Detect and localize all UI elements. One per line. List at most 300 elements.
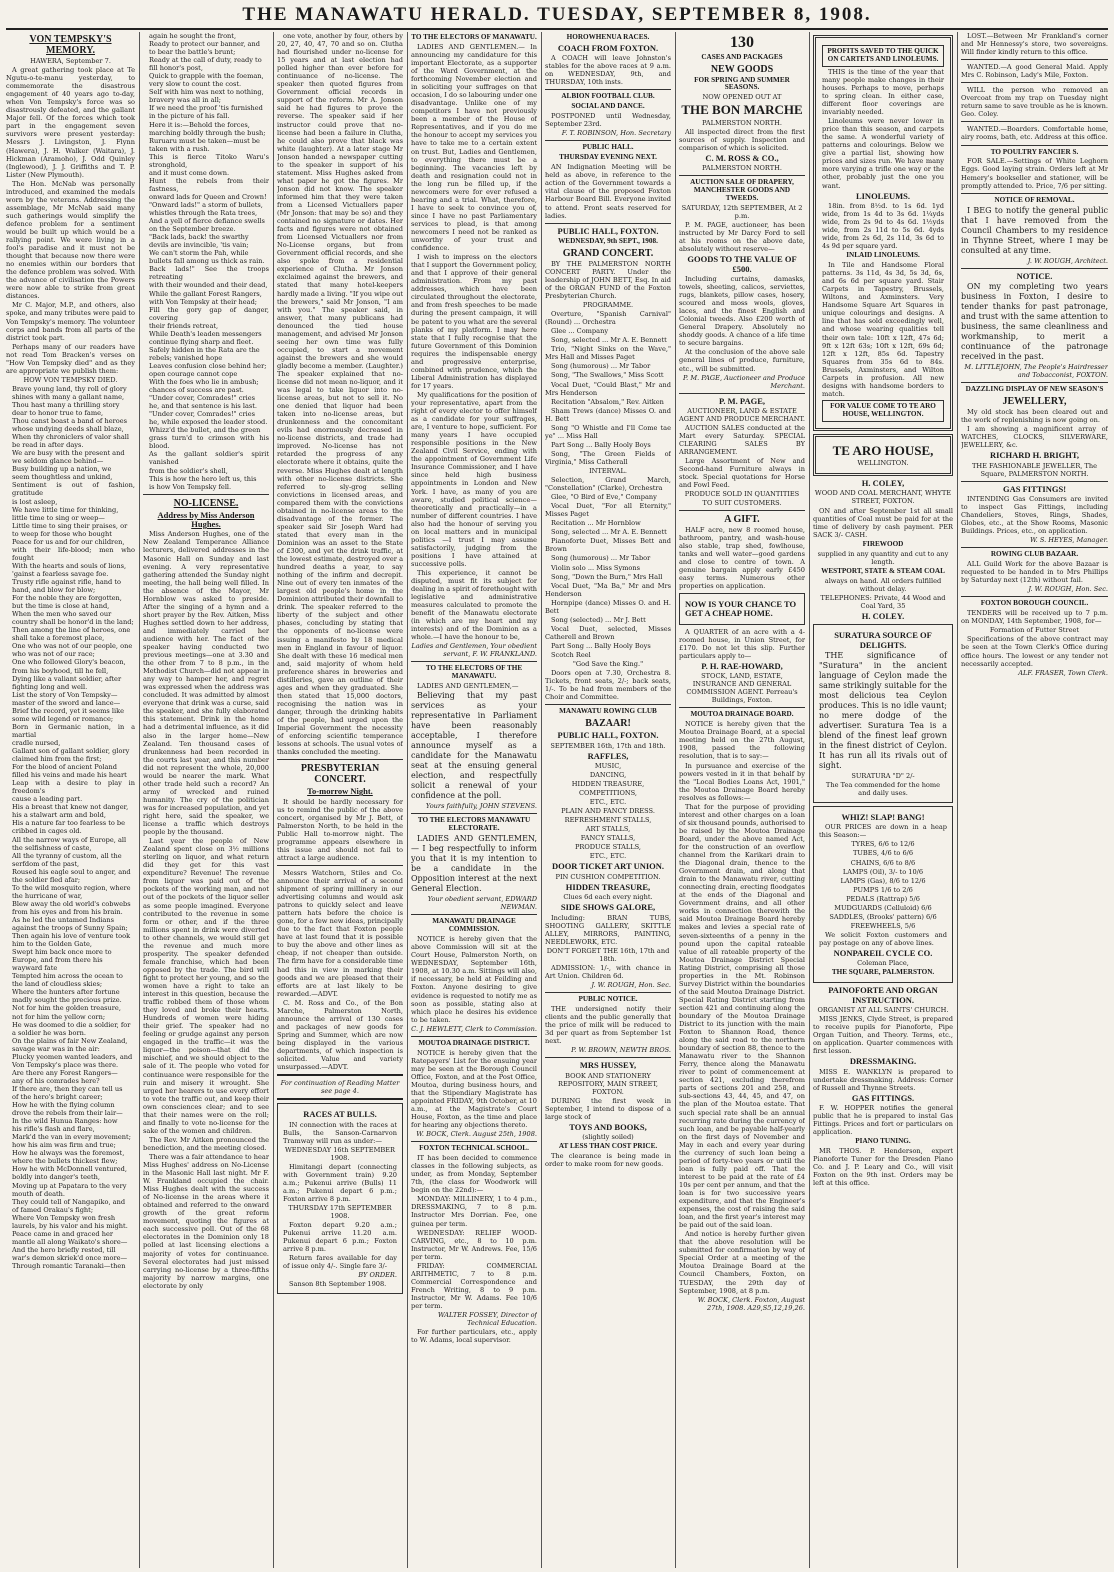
poem-line: One who was not of our people, one [12,642,133,651]
poem-line: country shall be honor'd in the land; [12,618,134,627]
price-item: LAMPS (Gas), 8/6 to 12/6 [840,876,926,885]
signature: WALTER FOSSEY, Director of Technical Education. [437,1311,537,1328]
programme-item: Song "O Whistle and I'll Come tae ye" ... Miss Hall [545,423,671,440]
poem-line: serfdom of the past, [12,859,80,868]
paragraph: PIN CUSHION COMPETITION. [555,872,661,881]
signature: Your obedient servant, EDWARD NEWMAN. [427,895,537,912]
poem-line: from his eyes and from his brain. [12,907,123,916]
paragraph: Specifications of the above contract may be seen at the Town Clerk's Office during office hours. The lowest or any tender not necessarily accepted. [961,635,1108,668]
programme-interval: INTERVAL. [589,467,627,475]
notice-headline: MANAWATU DRAINAGE COMMISSION. [432,917,516,934]
poem-line: boldly into danger's teeth, [12,1173,100,1182]
poem-line: cribbed in cages old. [12,827,82,836]
poem-line: If there are, then they can tell us [12,1084,123,1093]
price-item: MUDGUARDS (Celluloid) 6/6 [834,903,932,912]
ad-headline: 130 [730,34,754,51]
price-item: TYRES, 6/6 to 12/6 [851,840,915,849]
poem-line: "Onward lads!" a storm of bullets, [149,200,263,209]
paragraph: always on hand. All orders fulfilled without delay. [824,576,942,593]
poem-line: We are busy with the present and [12,449,125,458]
ad-headline: ALBION FOOTBALL CLUB. [561,92,655,101]
poem-line: cause a leading part. [12,795,83,804]
paragraph: Mr C. Major, M.P., and others, also spoke, and many tributes were paid to Von Tempsky's memory. The volunteer corps and bands from all parts of the district took part. [6,301,135,342]
poem-line: How he with McDonnell ventured, [12,1165,128,1174]
poem-line: cradle nursed, [12,738,61,747]
programme-item: Sham Trews (dance) Misses O. and H. Bett [545,406,671,423]
paragraph: BOOK AND STATIONERY REPOSITORY, MAIN STREET, FOXTON. [557,1071,658,1096]
paragraph: And notice is hereby further given that the above resolution will be submitted for confirmation by way of Special Order at a meeting of the Moutoa Drainage Board at the Council Chambers, Foxton, on TUESDAY, the 29th day of September, 1908, at 8 p.m. [679,1230,805,1295]
programme-item: Vocal Duet, selected, Misses Catherell and Brown [545,624,671,641]
paragraph: SURATURA "D" 2/- [851,771,915,780]
programme-item: Pianoforte Duet, Misses Bett and Brown [545,537,671,554]
ad-headline: TE ARO HOUSE, [832,442,934,458]
poem-line: very slow to count the cost. [149,80,242,89]
divider [277,1098,403,1100]
classified-ad: FOR SALE.—Settings of White Leghorn Eggs. Good laying strain. Orders left at Mr Hemery's bookseller and stationer, will be promptly attended to. Price, 7/6 per sitting. [961,157,1108,190]
poem-line: laurels, by his valor and his might. [12,1221,128,1230]
ad-headline: RICHARD H. BRIGHT, [989,450,1080,461]
divider [961,82,1108,83]
divider [961,59,1108,60]
paragraph: The Rev. Mr Aitken pronounced the benediction, and the meeting closed. [143,1135,269,1152]
poem-line: "Under cover, Comrades!" cries [149,410,255,419]
poem-line: And the hero briefly rested, till [12,1245,116,1254]
paragraph: NOTICE is hereby given that the Moutoa Drainage Board, at a special meeting held on the 27th August, 1908, passed the following resolution, that is to say:— [679,720,805,761]
ad-headline: A GIFT. [724,513,760,525]
ad-headline: PUBLIC NOTICE. [578,994,638,1003]
poem-line: Thou canst boast a band of heroes [12,417,128,426]
paragraph: PALMERSTON NORTH. [702,164,782,173]
poem-line: he, while exposed the leader stood. [149,418,268,427]
paragraph: HALF acre, new 8 roomed house, bathroom, pantry, and wash-house also stable, trap shed, fowlhouse, tanks and well water—good gardens and close to centre of town. A genuine bargain apply early £450 easy terms. Numerous other properties on application. [679,525,805,590]
poem-line: We can't storm the Pah, while [149,249,249,258]
poem-line: Leaves confusion close behind her; [149,361,267,370]
divider [961,193,1108,194]
poem-line: Little time to sing their praises, or [12,521,128,530]
divider [545,992,671,993]
poem-line: Not for him the golden treasure, [12,1004,121,1013]
poem-line: Ready at the call of duty, ready to [149,56,262,65]
ad-headline: PUBLIC HALL, FOXTON. [557,225,659,236]
paragraph: C. M. Ross and Co., of the Bon Marche, Palmerston North, announce the arrival of 130 cases and packages of new goods for Spring and Summer, which are now being displayed in the various departments, of which inspection is solicited. Value and variety unsurpassed.—ADVT. [277,998,403,1072]
ad-headline: NOTICE. [1016,270,1053,281]
paragraph: Sanson 8th September 1908. [289,1280,387,1289]
poem-line: Back lads!" See the troops retreating [149,265,269,282]
paragraph: MISS JENKS, Clyde Street, is prepared to receive pupils for Pianoforte, Pipe Organ Tuition, and Theory. Terms, etc., on application. Quarter commences with first lesson. [813,1015,953,1056]
paragraph: AUCTION SALES conducted at the Mart every Saturday. SPECIAL CLEARING SALES BY ARRANGEMENT. [679,424,805,457]
paragraph: STOCK, LAND, ESTATE, INSURANCE AND GENERAL COMMISSION AGENT. Perreau's Buildings, Foxton. [686,672,798,705]
poem-line: grass turn'd to crimson with his blood. [149,434,269,451]
paragraph: The Tea commended for the home and daily uses. [825,780,941,797]
divider [545,704,671,705]
paragraph: I BEG to notify the general public that I have removed from the Council Chambers to my residence in Thynne Street, where I may be consulted at any time. [961,205,1108,255]
divider [961,121,1108,122]
paragraph: LADIES AND GENTLEMEN,— I beg respectfully to inform you that it is my intention to be a candidate in the Opposition interest at the next General Election. [411,834,537,894]
paragraph: F. W. HOPPER notifies the general public that he is prepared to instal Gas Fittings. Prices and fort or particulars on application. [813,1104,953,1137]
paragraph: DURING the first week in September, I intend to dispose of a large stock of [545,1096,671,1121]
paragraph: Coleman Place, [857,959,909,968]
paragraph: P. M. PAGE, auctioneer, has been instructed by Mr Darcy Ford to sell at his rooms on the above date, absolutely without reserve— [679,221,805,254]
poem-line: to weep for those who bought [12,529,112,538]
ad-headline: NONPAREIL CYCLE CO. [833,948,933,958]
programme-list [545,310,671,466]
classified-ad: WILL the person who removed an Overcoat from my trap on Tuesday night return same to save trouble as he is known. Geo. Coley. [961,86,1108,119]
poem-line: Ruruaru must be taken—must be [149,136,260,145]
poem-line: whose undying deeds shall blaze, [12,425,124,434]
paragraph: BY THE PALMERSTON NORTH CONCERT PARTY. Under the leadership of JOHN BETT, Esq. In aid of the ORGAN FUND of the Foxton Presbyterian Church. [545,259,671,301]
ad-headline: INLAID LINOLEUMS. [846,251,920,260]
poem-line: against the troops of Sunny Spain; [12,924,128,933]
poem-line: His a nature far too fearless to be [12,819,126,828]
paragraph: NOTICE is hereby given that the above Commission will sit at the Court House, Palmerston North, on WEDNESDAY, September 16th, 1908, at 10.30 a.m. Sittings will also, if necessary, be held at Feilding and Foxton. Anyone desiring to give evidence is requested to notify me as soon as possible, stating also at which place he desires his evidence to be taken. [411,935,537,1024]
poem-line: continue flying sharp and fleet. [149,337,254,346]
paragraph: LADIES AND GENTLEMEN,— [417,682,519,691]
stall-list [545,816,671,860]
paragraph: DON'T FORGET THE 16th, 17th and 18th. [546,946,670,963]
poem-line: All the narrow ways of Europe, all [12,835,127,844]
poem-line: List the story of Von Tempsky— [12,690,118,699]
poem-line: Leap with a desire to play in freedom's [12,779,135,796]
poem-line: Where the hunters after fortune [12,988,120,997]
poem-line: Hunt the rebels from their fastness, [149,176,269,193]
signature: J. W. ROUGH, Hon. Sec. [591,980,671,989]
poem-line: of the hero's bright career; [12,1093,103,1101]
paragraph: WOOD AND COAL MERCHANT, WHYTE STREET, FOXTON. [814,489,952,506]
poem-line: on the September breeze. [149,225,236,234]
list-item: FANCY STALLS, [580,834,636,843]
list-item: ART STALLS, [585,825,631,834]
programme-item: Song, "The Green Fields of Virginia," Miss Catherall [545,449,671,466]
paragraph: Foxton depart 9.20 a.m.; Pukenui arrive 11.20 a.m. Pukenui depart 6 p.m.; Foxton arrive 8 p.m. [283,1221,397,1254]
poem-line: Busy building up a nation, we [12,465,112,474]
notice-headline: TO THE ELECTORS MANAWATU ELECTORATE. [417,816,531,833]
poem-line: Self with him was next to nothing, [149,88,264,97]
programme-item: Vocal Duet, "Could Blast," Mr and Mrs Henderson [545,380,671,397]
poem-line: His a breast that knew not danger, [12,803,129,812]
paragraph: My old stock has been cleared out and the work of replenishing is now going on. [961,407,1108,424]
poem-line: With the foes who lie in ambush; [149,378,259,387]
ad-headline: H. COLEY. [861,610,905,621]
poem-line: Ready to protect our banner, and [149,40,260,49]
poem-line: 'gainst a fearless savage foe. [12,569,109,578]
ad-headline: NEW GOODS [710,63,774,75]
paragraph: 18in. from 8½d. to 1s 6d. 1yd wide, from 1s 4d to 3s 6d. 1¼yds wide, from 2s 9d to 4s 6d. 1½yds wide, from 2s 11d to 5s 6d. 4yds wide, from 2s 6d, 2s 11d, 3s 6d to 4s 9d per square yard. [822,201,944,251]
poem-line: some wild legend or romance; [12,714,114,723]
paragraph: LADIES AND GENTLEMEN.— In announcing my candidature for this important Electorate, as a supporter of the Ward Government, at the forthcoming November election and in soliciting your suffrages on that occasion, I do so labouring under one disadvantage. Unlike one of my competitors I have not previously been a member of the House of Representatives, and if you do me the honour to accept my services you have to take me to a certain extent on trust. But, Ladies and Gentlemen, to everything there must be a beginning. The vacancies left by death and resignation could not in the long run be filled up, if the newcomers were for ever refused a hearing and a trial. What, therefore, I have to seek to convince you of, since I have no past Parliamentary services to plead, is that among newcomers I need not be ranked as unworthy of your trust and confidence. [411,42,537,253]
poem-line: is lost asleep, [12,497,58,506]
paragraph: Miss Anderson Hughes, one of the New Zealand Temperance Alliance lecturers, delivered addresses in the Masonic Hall on Sunday and last evening. A very representative gathering attended the Sunday night meeting, the hall being well filled. In the absence of the Mayor, Mr Hornblow was asked to preside. After the singing of a hymn and a short prayer by the Rev. Aitken, Miss Hughes settled down to her address, and immediately carried her audience with her. The fact of the speaker having conducted two previous meetings—one at 3.30 and the other from 7 to 8 p.m., in the Methodist Church—did not appear in any way to hamper her, and regret was expressed when the address was concluded. It was admitted by almost everyone that drink was a curse, said the speaker, and she fully elaborated this statement. Drink in the home had a detrimental influence, as it did also in the larger home—New Zealand. Ten thousand cases of drunkenness had been recorded in the courts last year, and this number did not represent the whole, 20,000 would be nearer the mark. What other trade held such a record? An army of wrecked and ruined humanity. The cry of the politician was for increased population, and yet right here, said the speaker, we license a traffic which destroys people by the thousand. [143,530,269,837]
poem-line: Whizz'd the bullet, and the green [149,426,261,435]
ad-headline: LINOLEUMS. [855,190,911,201]
signature: W. S. HEYES, Manager. [1030,536,1108,545]
paragraph: POSTPONED until Wednesday, September 23rd. [545,112,671,129]
ad-headline: WESTPORT, STATE & STEAM COAL [821,566,945,575]
paragraph: INTENDING Gas Consumers are invited to inspect Gas Fittings, including Chandeliers, Stoves, Rings, Shades, Globes, etc., at the Show Rooms, Masonic Buildings. Prices, etc., on application. [961,494,1108,536]
paragraph: MISS E. WANKLYN is prepared to undertake dressmaking. Address: Corner of Russell and Thynne Streets. [813,1067,953,1092]
poem-line: marching boldly through the bush; [149,128,266,137]
ad-headline: SOCIAL AND DANCE. [571,102,645,111]
paragraph: IN connection with the races at Bulls, the Sanson-Carnarvon Tramway will run as under:— [283,1120,397,1145]
poem-line: This is fierce Titoko Waru's stronghold, [149,152,269,169]
ad-headline: FOXTON BOROUGH COUNCIL. [980,599,1089,608]
paragraph: A QUARTER of an acre with a 4-roomed house, in Union Street, for £170. Do not let this slip. Further particulars apply to— [679,627,805,660]
poem-line: Swept him back once more to [12,948,112,957]
paragraph: NOTICE is hereby given that the Ratepayers' List for the ensuing year may be seen at the Borough Council Office, Foxton, and at the Post Office, Moutoa, during business hours, and that the Stipendiary Magistrate has appointed FRIDAY, 9th October, at 10 a.m., at the Magistrate's Court House, Foxton, as the time and place for hearing any objections thereto. [411,1048,537,1130]
notice-headline: TO THE ELECTORS OF THE MANAWATU. [425,664,523,681]
ad-headline: WHIZ! SLAP! BANG! [841,812,925,822]
divider [545,140,671,141]
programme-list [545,476,671,659]
poem-line: hand, and blow for blow; [12,586,96,595]
signature: BY ORDER. [358,1271,397,1280]
paragraph: MR THOS. P. Henderson, expert Pianoforte Tuner for the Dresden Piano Co. and J. P. Leary and Co., will visit Foxton on the 9th inst. Orders may be left at this office. [813,1147,953,1188]
programme-item: Glee ... Company [551,327,609,336]
poem-line: On the plains of fair New Zealand, [12,1036,128,1045]
schedule-heading: WEDNESDAY 16th SEPTEMBER 1908. [285,1145,395,1162]
classified-ad: WANTED.—A good General Maid. Apply Mrs C. Robinson, Lady's Mile, Foxton. [961,63,1108,80]
paragraph: This experience, it cannot be disputed, must fit its subject for dealing in a spirit of forethought with legislative and administrative measures calculated to promote the benefit of the Manawatu electorate (in which are my heart and my interests) and of the Dominion as a whole.—I have the honour to be, [411,568,537,642]
signature: W. BOCK, Clerk. Foxton, August 27th, 1908. A29,S5,12,19,26. [697,1295,805,1312]
ad-headline: TO POULTRY FANCIER S. [990,147,1079,156]
ad-headline: MOUTOA DRAINAGE BOARD. [690,710,794,719]
article-headline: VON TEMPSKY'S MEMORY. [29,34,112,56]
poem-line: him to the Golden Gate, [12,940,92,949]
ad-headline: TOYS AND BOOKS, [569,1121,647,1132]
ad-headline: ROWING CLUB BAZAAR. [990,550,1079,559]
poem-line: claimed him from the first; [12,755,102,764]
paragraph: Himitangi depart (connecting with Government train) 9.20 a.m.; Pukenui arrive (Bulls) 11 a.m.; Pukenui depart 6 p.m.; Foxton arrive 8 p.m. [283,1162,397,1203]
poem-line: How he with the flying column [12,1101,115,1110]
poem-line: from the soldier's shell, [149,466,228,475]
ad-headline: AT LESS THAN COST PRICE. [558,1142,658,1151]
signature: P. W. BROWN, NEWTH BROS. [571,1046,671,1055]
ad-headline: MRS HUSSEY, [579,1060,637,1071]
continuation-note: For continuation of Reading Matter see page 4. [280,1079,400,1096]
divider [679,707,805,708]
paragraph: Linoleums were never lower in price than this season, and carpets the same. A wonderful variety of patterns and colourings. Below we give a partial list, showing how prices and sizes run. We have many more varying a trifle one way or the other, probably just the one you want. [822,117,944,190]
poem-line: We have little time for thinking, [12,505,119,514]
notice-headline: MOUTOA DRAINAGE DISTRICT. [418,1038,530,1047]
divider [961,547,1108,548]
poem-line: Brief the record, yet it seems like [12,706,124,715]
paragraph: That for the purpose of providing interest and other charges on a loan of six thousand pounds, authorised to be raised by the Moutoa Drainage Board, under the above named Act, for the construction of an overflow channel from the Karikari drain to the Diagonal drain, thence to the Government drain, and along that drain to the Manawatu river, cutting connecting drain, erecting floodgates at the ends of the Diagonal and Government drains, and all other works in connection therewith the said Moutoa Drainage Board hereby makes and levies a special rate of seven-sixteenths of a penny in the pound upon the capital rateable value of all rateable property of the Moutoa Drainage District Special Rating District, comprising all those properties in the Mt. Robinson Survey District within the boundaries of the said Moutoa Drainage District. Special Rating District starting from section 421 and continuing along the boundary of the Moutoa Drainage District to its junction with the main Foxton to Shannon Road, thence along the said road to the northern boundary of section 88, thence to the Manawatu river to the Shannon Ferry, thence along the Manawatu river to point of commencement at section 421, excluding therefrom parts of sections 201 and 258, and sub-sections 43, 44, 45, and 47, on the plan of the Moutoa estate. That such special rate shall be an annual recurring rate during the currency of such loan, and be payable half-yearly on the first days of November and May in each and every year during the currency of such loan being a period of forty-two years or until the loan is fully paid off. That the interest to be paid at the rate of £4 10s per cent per annum, and that the loan is for two successive years expenditure, and that the Engineer's expenses, the cost of raising the said loan, and the first year's interest may be paid out of the said loan. [679,802,805,1230]
column-rule [139,32,140,1568]
divider [411,813,537,814]
poem-line: Peace came in and graced her [12,1229,114,1238]
ad-headline: FOR SPRING AND SUMMER SEASONS. [694,75,790,92]
signature: W. BOCK, Clerk. August 25th, 1908. [416,1130,537,1139]
divider [545,223,671,224]
poem [6,385,135,1270]
paragraph: I wish to impress on the electors that I support the Government policy, and that I approve of their general administration. From my past addresses, which have been circulated throughout the electorate, and from fresh speeches to be made during the present campaign, it will be patent to you what are the several planks of my platform. I may here state that I fully recognise that the future Government of this Dominion requires the indispensable energy and progressive enterprise, combined with prudence, which the Liberal Administration has displayed for 17 years. [411,253,537,390]
poem-line: Gallant son of gallant soldier, glory [12,746,130,755]
divider [277,759,403,760]
poem-line: in the picture of his fall. [149,112,230,121]
divider [545,1057,671,1058]
schedule-heading: THURSDAY 17th SEPTEMBER 1908. [288,1204,392,1221]
signature: M. LITTLEJOHN, The People's Hairdresser and Tobacconist, FOXTON. [964,362,1108,379]
poem-line: his rifle's flash and flare, [12,1125,95,1134]
ad-headline: PUBLIC HALL, FOXTON. [557,730,659,741]
advert-box-suratura [813,624,953,803]
ad-headline: DOOR TICKET ART UNION. [551,861,665,872]
poem-line: When thy chroniclers of valor shall [12,433,130,442]
ad-headline: PUBLIC HALL. [582,143,634,152]
poem-line: but the time is close at hand, [12,602,110,611]
paragraph: supplied in any quantity and cut to any length. [817,549,949,566]
programme-item: Song, "Down the Burn," Mrs Hall [551,572,663,581]
poem-line: Born in Germanic nation, in a martial [12,722,135,739]
poem-line: madly sought the precious prize. [12,996,122,1005]
price-item: SADDLES, (Brooks' pattern) 6/6 [829,912,937,921]
poem-line: Peace for us and for our children, [12,537,125,546]
poem-line: be read in after days. [12,441,84,450]
paragraph: IT has been decided to commence classes in the following subjects, as under, as from Monday, September 7th, (the class for Woodwork will begin on the 22nd):— [411,1154,537,1195]
ad-headline: NOTICE OF REMOVAL. [994,195,1075,204]
poem-line: This is how the hero left us, this [149,474,257,483]
poem-line: with Von Tempsky at their head; [149,297,258,306]
paragraph: TELEPHONES: Private, 44 Wood and Coal Yard, 35 [820,593,946,610]
ad-headline: THE SQUARE, PALMERSTON. [831,968,935,977]
divider [143,494,269,495]
divider [411,1036,537,1037]
poem-line: Mark'd the van in every movement; [12,1133,131,1142]
poem-line: One who followed Glory's beacon, [12,658,126,667]
paragraph: It should be hardly necessary for us to remind the public of the above concert, organised by Mr J. Bett, of Palmerston North, to be held in the Public Hall to-morrow night. The programme appears elsewhere in this issue and should not fail to attract a large audience. [277,797,403,862]
paragraph: Believing that my past services as your representative in Parliament have been reasonably acceptable, I therefore announce myself as a candidate for the Manawatu seat at the ensuing general election, and respectfully solicit a renewal of your confidence at the poll. [411,691,537,801]
ad-headline: FIREWOOD [862,539,904,548]
poem-line: seem thoughtless and unkind, [12,473,113,482]
paragraph: SATURDAY, 12th SEPTEMBER, At 2 p.m. [681,204,803,221]
poem-line: Thou hast many a thrilling story [12,400,120,409]
poem-line: All the tyranny of custom, all the [12,851,122,860]
poem-line: Von Tempsky's place was there. [12,1060,119,1069]
ad-headline: CASES AND PACKAGES [701,52,783,61]
ad-headline: H. COLEY, [861,478,905,489]
programme-heading: PROGRAMME. [582,301,634,310]
paragraph: one vote, another by four, others by 20, 27, 40, 47, 70 and so on. Clutha had flourished under no-license for 15 years and at last election had polled higher than ever before for continuance of no-license. The speaker then quoted figures from Government official records in support of the reform. Mr A. Jonson said he had figures to prove the reverse. The speaker said if her instructor could prove that no-license had been a failure in Clutha, he could also prove that black was white (laughter). At a later stage Mr Jonson handed a newspaper cutting to the speaker in support of his statement. Miss Hughes asked from what paper he got the figures. Mr Jonson did not know. The speaker informed him that they were taken from a Licensed Victuallers paper (Mr Jonson: that may be so) and they contained no signature or dates. Her facts and figures were not obtained from Licensed Victuallers nor from No-License organs, but from Government official records, and she also spoke from a residential experience of Clutha. Mr Jonson exclaimed against the brewers, and stated that many hotel-keepers hardly made a living. "If you wipe out the brewers," said Mr Jonson, "I am with you." The speaker said, in answer, that many publicans had denounced the tied house management, and advised Mr Jonson seeing her own time was fully occupied, to start a movement against the brewers and she would gladly become a member. (Laughter.) The speaker explained that no-license did not mean no-liquor, and it was legal to take liquor into no-license areas, but not to sell it. No one denied that liquor had been taken into no-license areas, but drunkenness and the concomitant evils had enormously decreased in no-license districts, and trade had improved. No-license has not retarded the progress of any electorate where it obtains, quite the reverse. Miss Hughes dealt at length with other no-license districts. She referred to sly-grog selling convictions in licensed areas, and compared them with the convictions obtained in no-license areas to the disadvantage of the former. The speaker said Sir Joseph Ward had stated that every man in the Dominion was an asset to the State of £300, and yet the drink traffic, at the lowest estimate, destroyed over a hundred deaths a year, to say nothing of the infirm and decrepit. Nine out of every ten inmates of the largest old people's home in the Dominion attributed their downfall to drink. The speaker referred to the liberty of the subject and other phases, concluding by stating that the opponents of no-license were issuing a manifesto by 18 medical men in England in favour of liquor. She dealt with these 16 medical men and, said majority of whom held preference shares in breweries and distilleries, gave an outline of their ages and when they graduated. She then stated that 15,000 doctors, recognising the nation was in danger, through the drinking habits of the people, had urged upon the Imperial Government the necessity of enforcing scientific temperance lessons at schools. The usual votes of thanks concluded the meeting. [277,32,403,757]
divider [411,661,537,662]
column-rule [407,32,408,1568]
poem-line: In the wild Hunua Ranges: how [12,1117,118,1126]
ad-headline: PIANO TUNING. [855,1137,911,1146]
list-item: HIDDEN TREASURE, [571,780,645,789]
poem-line: Where Von Tempsky won fresh [12,1213,116,1222]
poem-line: master of the sword and lance— [12,698,121,707]
divider [961,481,1108,482]
masthead [6,2,1108,30]
list-item: REFRESHMENT STALLS, [564,816,652,825]
poem-line: Fill the gory gap of danger, covering [149,305,269,322]
classified-ad: WANTED.—Boarders. Comfortable home, airy rooms, bath, etc. Address at this office. [961,125,1108,142]
divider [961,145,1108,146]
ad-headline: THE BON MARCHE [681,102,803,118]
paragraph: The clearance is being made in order to make room for new goods. [545,1152,671,1169]
poem-line: wayward fate [12,964,58,973]
poem-line: drove the rebels from their lair— [12,1109,123,1118]
signature: F. T. ROBINSON, Hon. Secretary [561,129,671,138]
paragraph: THE undersigned notify their clients and the public generally that the price of milk will be reduced to 3d per quart as from September 1st next. [545,1004,671,1046]
programme-item: Song (humorous) ... Mr Tabor [551,362,651,371]
poem-line: and it must come down. [149,168,230,177]
ad-headline: PROFITS SAVED TO THE QUICK ON CARTETS AND LINOLEUMS. [822,45,944,67]
poem-line: mouth of death. [12,1189,66,1198]
paragraph: TENDERS will be received up to 7 p.m. on MONDAY, 14th September, 1908, for— [961,609,1108,626]
paragraph: At the conclusion of the above sale general lines of produce, furniture, etc., will be submitted. [679,348,805,373]
poem-line: any of his comrades here? [12,1076,100,1085]
article-headline: NO-LICENSE. [173,497,239,509]
ad-headline: RAFFLES, [587,750,629,761]
price-item: FREEWHEELS, 5/6 [850,921,916,930]
column-4 [411,32,537,1568]
poem-title: HOW VON TEMPSKY DIED. [23,375,118,384]
ad-headline: WEDNESDAY, 9th SEPT., 1908. [558,236,658,245]
poem-line: How he always was the foremost, [12,1149,125,1158]
advert-box-te-aro [813,35,953,431]
poem-line: bravery was all in all; [149,96,222,105]
poem-line: And a yell of fierce defiance swells [149,217,265,226]
poem-line: how his aim was firm and true; [12,1141,116,1150]
price-item: PUMPS 1/6 to 2/6 [853,885,913,894]
paragraph: PLAIN AND FANCY DRESS. [561,807,655,816]
notice-headline: FOXTON TECHNICAL SCHOOL. [419,1144,529,1153]
ad-headline: HIDDEN TREASURE, [565,881,651,892]
masthead-title: THE MANAWATU HERALD. TUESDAY, SEPTEMBER 8, 1908. [242,4,872,25]
column-rule [809,32,810,1568]
column-5 [545,32,671,1568]
column-3 [277,32,403,1568]
divider [545,89,671,90]
paragraph: AUCTIONEER, LAND & ESTATE AGENT AND PRODUCE MERCHANT. [679,407,805,424]
article-subheadline: To-morrow Night. [307,786,373,797]
signature: C. J. HEWLETT, Clerk to Commission. [411,1024,537,1033]
signature: Yours faithfully, JOHN STEVENS. [425,802,537,811]
paragraph: ON my completing two years business in Foxton, I desire to tender thanks for past patronage, and trust with the same attention to business, the same cleanliness and workmanship, to merit a continuance of the patronage received in the past. [961,281,1108,361]
poem-line: the soldier fled afar; [12,875,81,884]
poem-line: devils are invincible, 'tis vain; [149,241,249,250]
paragraph: Including curtains, damasks, towels, sheeting, calicos, serviettes, rugs, blankets, pillow cases, hosery, scoured and moss wools, gloves, laces, and the finest English and Colonial tweeds. Also £200 worth of General Drapery. Absolutely no shoddy goods. A chance of a life time to secure bargains. [679,275,805,348]
paragraph: SEPTEMBER 16th, 17th and 18th. [550,741,666,750]
poem-line: Dying like a valiant soldier, after [12,674,122,683]
article-subheadline: Address by Miss Anderson Hughes. [157,509,255,530]
poem-line: whistles through the Rata trees, [149,209,258,218]
programme-item: Part Song ... Bally Hooly Boys [551,440,651,449]
paragraph: In pursuance and exercise of the powers vested in it in that behalf by the "Local Bodies Loans Act, 1901," the Moutoa Drainage Board hereby resolves as follows:— [679,761,805,802]
programme-item: Trio, "Night Sinks on the Wave," Mrs Hall and Misses Paget [545,345,671,362]
divider [679,393,805,394]
poem-line: Quick to grapple with the foeman, [149,72,264,81]
poem-line: Sentiment is out of fashion, gratitude [12,481,135,498]
poem-line: again he sought the front, [149,32,237,40]
poem-line: his a stalwart arm and bold, [12,811,106,820]
poem-line: Through romantic Taranaki—then [12,1261,126,1270]
notice-box [277,1103,403,1294]
poem-line: Here it is:—Behold the forces, [149,120,250,129]
paragraph: FRIDAY: COMMERCIAL ARITHMETIC, 7 to 8 p.m. Commercial Correspondence and French Writing, 8 to 9 p.m. Instructor, Mr W. Adams. Fee 10/6 per term. [411,1261,537,1310]
ad-headline: GAS FITTINGS. [851,1092,915,1103]
notice-headline: TO THE ELECTORS OF MANAWATU. [411,33,537,41]
ad-headline: COACH FROM FOXTON. [557,42,659,53]
poem-line: war's demon skriek'd once more— [12,1253,128,1262]
paragraph: Doors open at 7.30, Orchestra 8. Tickets, front seats, 2/-; back seats, 1/-. To be had from members of the Choir and Committee. [545,669,671,702]
divider [679,510,805,511]
list-item: ETC., ETC. [589,852,627,861]
poem-line: taken with a rush. [149,144,210,153]
paragraph: ORGANIST AT ALL SAINTS' CHURCH. [817,1006,949,1014]
paragraph: Perhaps many of our readers have not read Tom Bracken's verses on "How Von Tempsky died" and as they are appropriate we publish them: [6,342,135,375]
programme-item: Recitation ... Mr Hornblow [551,519,641,528]
paragraph: I am showing a magnificent array of WATCHES, CLOCKS, SILVERWARE, JEWELLERY, &c. [961,425,1108,450]
